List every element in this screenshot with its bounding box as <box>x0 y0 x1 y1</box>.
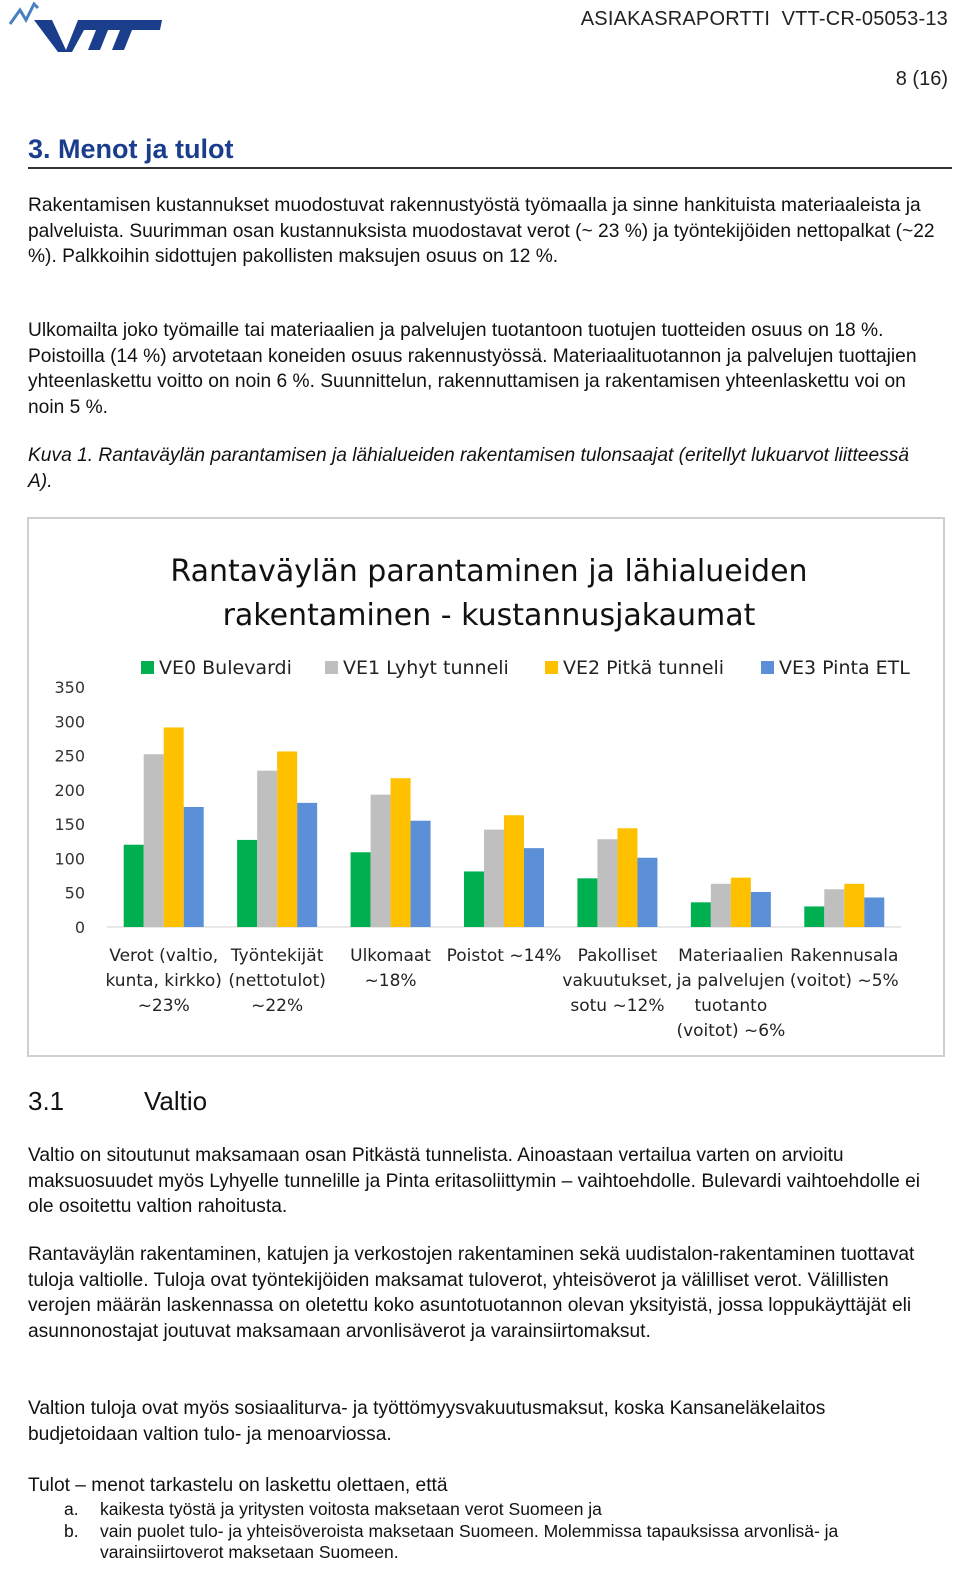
assumption-list <box>64 1499 944 1564</box>
bar <box>577 878 597 927</box>
bar <box>597 839 617 927</box>
bar <box>124 845 144 927</box>
x-tick-label-line: (voitot) ~5% <box>789 971 899 991</box>
bar <box>464 871 484 927</box>
bar <box>297 803 317 927</box>
bar <box>484 830 504 927</box>
y-tick-label: 150 <box>54 815 85 835</box>
bar <box>637 858 657 927</box>
x-tick-label-line: Ulkomaat <box>350 946 432 966</box>
bar <box>164 727 184 927</box>
x-axis <box>105 946 898 1041</box>
x-tick-label <box>350 946 431 991</box>
bar <box>144 754 164 927</box>
legend-label: VE2 Pitkä tunneli <box>563 657 725 679</box>
y-tick-label: 0 <box>74 918 85 937</box>
x-tick-label-line: (nettotulot) <box>228 971 326 991</box>
x-tick-label <box>790 946 899 991</box>
subsection-number: 3.1 <box>28 1086 65 1116</box>
legend-swatch <box>545 661 558 674</box>
subsection-paragraph-2: Rantaväylän rakentaminen, katujen ja verkostojen rakentaminen sekä uudistalon-rakentaminen tuottavat tuloja valtiolle. Tuloja ovat työntekijöiden maksamat tuloverot, yhteisöverot ja välilliset verot. Välillisten verojen määrän laskennassa on oletettu koko asuntotuotannon olevan yksityistä, jossa loppukäyttäjät eli asunnonostajat joutuvat maksamaan arvonlisäverot ja varainsiirtomaksut. <box>28 1244 915 1342</box>
subsection-title: Valtio <box>144 1086 208 1116</box>
logo-text: VTT <box>4 0 6 1</box>
legend-swatch <box>761 661 774 674</box>
page-number: 8 (16) <box>895 68 948 90</box>
chart-title-line-1: Rantaväylän parantaminen ja lähialueiden <box>170 554 808 589</box>
chart-frame <box>27 517 945 1057</box>
bar <box>751 892 771 927</box>
x-tick-label <box>676 946 786 1041</box>
section-paragraph-2: Ulkomailta joko työmaille tai materiaalien ja palvelujen tuotantoon tuotujen tuotteiden osuus on 18 %. Poistoilla (14 %) arvotetaan koneiden osuus rakennustyössä. Materiaalituotannon ja palvelujen tuottajien yhteenlaskettu voitto on noin 6 %. Suunnittelun, rakennuttamisen ja rakentamisen yhteenlaskettu voi on noin 5 %. <box>28 320 917 418</box>
y-tick-label: 100 <box>54 849 85 869</box>
legend-label: VE3 Pinta ETL <box>779 657 910 679</box>
bars <box>124 727 885 927</box>
x-tick-label-line: ~23% <box>137 996 190 1016</box>
subsection-paragraph-1: Valtio on sitoutunut maksamaan osan Pitkästä tunnelista. Ainoastaan vertailua varten on arvioitu maksuosuudet myös Lyhyelle tunnelille ja Pinta eritasoliittymin – vaihtoehdolle. Bulevardi vaihtoehdolle ei ole osoitettu valtion rahoitusta. <box>28 1145 921 1218</box>
heading-rule <box>28 167 952 169</box>
bar <box>711 884 731 927</box>
section-paragraph-1: Rakentamisen kustannukset muodostuvat rakennustyöstä työmaalla ja sinne hankituista materiaaleista ja palveluista. Suurimman osan kustannuksista muodostavat verot (~ 23 %) ja työntekijöiden nettopalkat (~22 %). Palkkoihin sidottujen pakollisten maksujen osuus on 12 %. <box>28 195 935 268</box>
x-tick-label-line: Poistot ~14% <box>446 946 562 966</box>
legend-label: VE1 Lyhyt tunneli <box>343 657 509 679</box>
bar <box>504 815 524 927</box>
legend-swatch <box>325 661 338 674</box>
x-tick-label <box>447 946 562 966</box>
x-tick-label-line: ja palvelujen <box>676 971 786 991</box>
subsection-paragraph-4: Tulot – menot tarkastelu on laskettu olettaen, että <box>28 1475 448 1496</box>
x-tick-label-line: Rakennusala <box>790 946 899 966</box>
logo-swoosh <box>10 4 38 24</box>
bar <box>277 751 297 927</box>
bar <box>257 771 277 927</box>
bar <box>411 821 431 927</box>
y-tick-label: 200 <box>54 780 85 800</box>
chart-legend <box>141 657 910 679</box>
bar <box>184 807 204 927</box>
bar <box>844 884 864 927</box>
legend-swatch <box>141 661 154 674</box>
section-heading: 3. Menot ja tulot <box>28 134 234 164</box>
subsection-heading <box>28 1086 207 1117</box>
bar <box>391 778 411 927</box>
list-item <box>64 1521 944 1564</box>
list-item <box>64 1499 944 1521</box>
bar <box>237 840 257 927</box>
bar <box>371 795 391 927</box>
x-tick-label-line: ~18% <box>364 971 417 991</box>
list-item-text: kaikesta työstä ja yritysten voitosta maksetaan verot Suomeen ja <box>100 1499 602 1519</box>
figure-caption: Kuva 1. Rantaväylän parantamisen ja lähialueiden rakentamisen tulonsaajat (eritellyt lukuarvot liitteessä A). <box>28 445 909 492</box>
x-tick-label-line: Materiaalien <box>678 946 784 966</box>
list-marker: a. <box>64 1499 79 1519</box>
x-tick-label <box>562 946 672 1016</box>
x-tick-label-line: sotu ~12% <box>570 996 665 1016</box>
x-tick-label <box>105 946 221 1016</box>
bar <box>351 852 371 927</box>
bar-chart <box>29 519 943 1055</box>
x-tick-label-line: tuotanto <box>694 996 768 1016</box>
bar <box>864 898 884 927</box>
y-tick-label: 300 <box>54 712 85 732</box>
x-tick-label-line: Verot (valtio, <box>109 946 219 966</box>
x-tick-label-line: (voitot) ~6% <box>676 1021 786 1041</box>
bar <box>731 878 751 927</box>
legend-label: VE0 Bulevardi <box>159 657 292 679</box>
x-tick-label-line: Pakolliset <box>577 946 658 966</box>
x-tick-label <box>228 946 325 1016</box>
x-tick-label-line: Työntekijät <box>230 946 324 966</box>
bar <box>804 906 824 927</box>
bar <box>617 828 637 927</box>
x-tick-label-line: ~22% <box>251 996 304 1016</box>
chart-title-line-2: rakentaminen - kustannusjakaumat <box>222 598 756 633</box>
subsection-paragraph-3: Valtion tuloja ovat myös sosiaaliturva- ja työttömyysvakuutusmaksut, koska Kansaneläkelaitos budjetoidaan valtion tulo- ja menoarviossa. <box>28 1398 826 1445</box>
x-tick-label-line: vakuutukset, <box>562 971 673 991</box>
list-item-text: vain puolet tulo- ja yhteisöveroista maksetaan Suomeen. Molemmissa tapauksissa arvonlisä- ja varainsiirtoverot maksetaan Suomeen. <box>100 1520 839 1562</box>
report-label: ASIAKASRAPORTTI VTT-CR-05053-13 <box>580 8 948 30</box>
logo-letters <box>34 20 162 52</box>
y-tick-label: 250 <box>54 746 85 766</box>
y-tick-label: 50 <box>64 883 85 903</box>
x-tick-label-line: kunta, kirkko) <box>105 971 222 991</box>
bar <box>824 889 844 927</box>
bar <box>691 902 711 927</box>
vtt-logo <box>4 0 164 56</box>
y-tick-label: 350 <box>54 678 85 697</box>
bar <box>524 848 544 927</box>
list-marker: b. <box>64 1520 79 1541</box>
